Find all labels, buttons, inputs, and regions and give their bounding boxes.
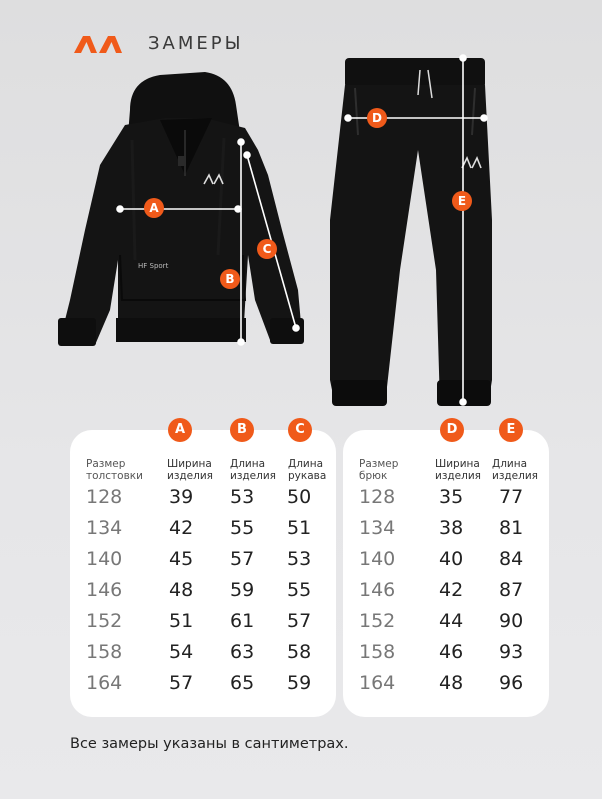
badge-b: B — [230, 418, 254, 442]
header-width: Ширина изделия — [167, 458, 213, 482]
size-cell: 146 — [86, 579, 123, 601]
pants-image — [330, 58, 492, 406]
header-length: Длина изделия — [230, 458, 276, 482]
size-cell: 152 — [86, 610, 123, 632]
size-cell: 140 — [359, 548, 396, 570]
value-cell: 58 — [287, 641, 312, 663]
value-cell: 55 — [287, 579, 312, 601]
value-cell: 57 — [287, 610, 312, 632]
size-cell: 134 — [359, 517, 396, 539]
value-cell: 55 — [230, 517, 255, 539]
svg-text:A: A — [149, 201, 159, 215]
size-cell: 146 — [359, 579, 396, 601]
badge-a: A — [168, 418, 192, 442]
svg-text:C: C — [262, 242, 272, 256]
svg-text:D: D — [372, 111, 382, 125]
size-cell: 134 — [86, 517, 123, 539]
badge-c: C — [288, 418, 312, 442]
value-cell: 59 — [287, 672, 312, 694]
value-cell: 63 — [230, 641, 255, 663]
value-cell: 53 — [287, 548, 312, 570]
header-length: Длина изделия — [492, 458, 538, 482]
value-cell: 48 — [169, 579, 194, 601]
value-cell: 46 — [439, 641, 464, 663]
value-cell: 61 — [230, 610, 255, 632]
value-cell: 87 — [499, 579, 524, 601]
size-cell: 164 — [86, 672, 123, 694]
value-cell: 65 — [230, 672, 255, 694]
size-cell: 152 — [359, 610, 396, 632]
value-cell: 77 — [499, 486, 524, 508]
size-cell: 158 — [359, 641, 396, 663]
header-size: Размер брюк — [359, 458, 399, 482]
value-cell: 54 — [169, 641, 194, 663]
badge-e: E — [499, 418, 523, 442]
svg-text:B: B — [225, 272, 235, 286]
value-cell: 39 — [169, 486, 194, 508]
value-cell: 81 — [499, 517, 524, 539]
value-cell: 84 — [499, 548, 524, 570]
size-cell: 128 — [359, 486, 396, 508]
value-cell: 93 — [499, 641, 524, 663]
value-cell: 42 — [169, 517, 194, 539]
badge-d: D — [440, 418, 464, 442]
value-cell: 35 — [439, 486, 464, 508]
header-width: Ширина изделия — [435, 458, 481, 482]
header-size: Размер толстовки — [86, 458, 143, 482]
hoodie-print-label: HF Sport — [138, 262, 169, 270]
value-cell: 40 — [439, 548, 464, 570]
value-cell: 57 — [169, 672, 194, 694]
value-cell: 90 — [499, 610, 524, 632]
value-cell: 51 — [287, 517, 312, 539]
value-cell: 44 — [439, 610, 464, 632]
value-cell: 53 — [230, 486, 255, 508]
hoodie-size-table — [70, 422, 336, 717]
value-cell: 96 — [499, 672, 524, 694]
value-cell: 48 — [439, 672, 464, 694]
value-cell: 57 — [230, 548, 255, 570]
size-cell: 164 — [359, 672, 396, 694]
size-cell: 158 — [86, 641, 123, 663]
pants-size-table — [343, 422, 549, 717]
size-cell: 140 — [86, 548, 123, 570]
value-cell: 38 — [439, 517, 464, 539]
value-cell: 50 — [287, 486, 312, 508]
footer-note: Все замеры указаны в сантиметрах. — [70, 736, 349, 752]
value-cell: 59 — [230, 579, 255, 601]
value-cell: 51 — [169, 610, 194, 632]
value-cell: 42 — [439, 579, 464, 601]
size-cell: 128 — [86, 486, 123, 508]
page-title: ЗАМЕРЫ — [148, 33, 244, 54]
value-cell: 45 — [169, 548, 194, 570]
svg-text:E: E — [457, 194, 467, 208]
header-sleeve: Длина рукава — [288, 458, 327, 482]
